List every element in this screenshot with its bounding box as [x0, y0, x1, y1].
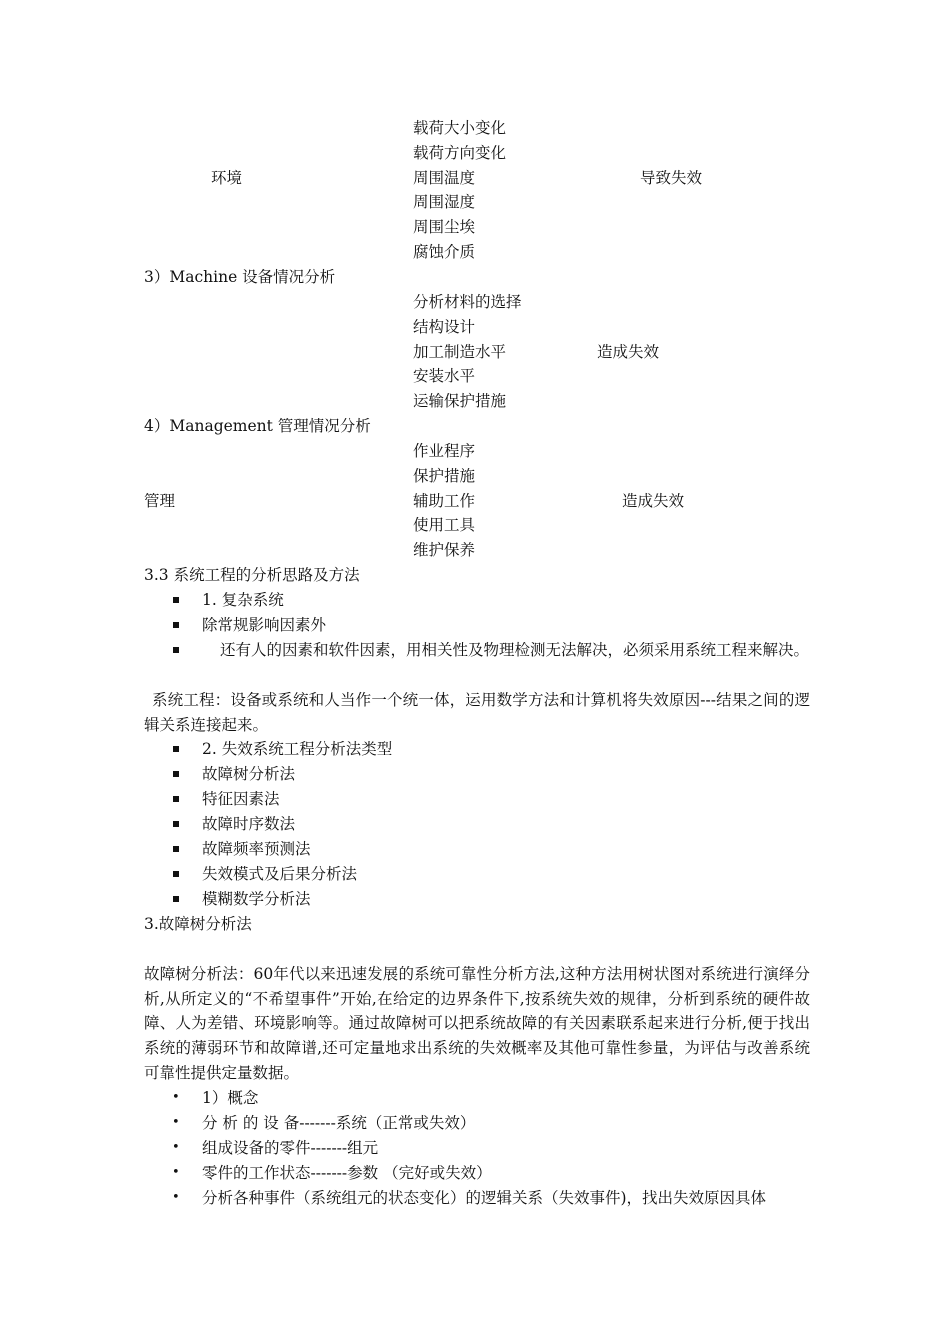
machine-item: 安装水平 [413, 367, 476, 385]
management-item: 保护措施 [413, 467, 476, 485]
square-bullet-icon [173, 821, 179, 827]
square-bullet-icon [173, 746, 179, 752]
round-bullet-icon: • [172, 1190, 180, 1205]
management-item: 使用工具 [413, 516, 476, 534]
machine-item: 运输保护措施 [413, 392, 507, 410]
env-result: 导致失效 [640, 169, 703, 187]
list-item: 1）概念 [202, 1089, 259, 1107]
list-item: 还有人的因素和软件因素，用相关性及物理检测无法解决，必须采用系统工程来解决。 [220, 641, 810, 659]
square-bullet-icon [173, 597, 179, 603]
env-item: 载荷大小变化 [413, 119, 507, 137]
list-item: 分析各种事件（系统组元的状态变化）的逻辑关系（失效事件)，找出失效原因具体 [202, 1189, 767, 1207]
list-item: 零件的工作状态-------参数 （完好或失效） [202, 1164, 492, 1182]
list-item: 失效模式及后果分析法 [202, 865, 358, 883]
list-item: 分 析 的 设 备-------系统（正常或失效） [202, 1114, 476, 1132]
round-bullet-icon: • [172, 1115, 180, 1130]
square-bullet-icon [173, 796, 179, 802]
env-label: 环境 [211, 169, 243, 187]
list-item: 特征因素法 [202, 790, 280, 808]
paragraph: 故障树分析法：60年代以来迅速发展的系统可靠性分析方法,这种方法用树状图对系统进行演绎分析,从所定义的“不希望事件”开始,在给定的边界条件下,按系统失效的规律，分析到系统的硬件故障、人为差错、环境影响等。通过故障树可以把系统故障的有关因素联系起来进行分析,便于找出系统的薄弱环节和故障谱,还可定量地求出系统的失效概率及其他可靠性参量，为评估与改善系统可靠性提供定量数据。 [144, 965, 810, 1082]
square-bullet-icon [173, 846, 179, 852]
env-item: 腐蚀介质 [413, 243, 476, 261]
management-item: 辅助工作 [413, 492, 476, 510]
machine-heading: 3）Machine 设备情况分析 [144, 268, 336, 286]
square-bullet-icon [173, 647, 179, 653]
env-item: 周围温度 [413, 169, 476, 187]
machine-item: 分析材料的选择 [413, 293, 522, 311]
machine-item: 结构设计 [413, 318, 476, 336]
square-bullet-icon [173, 771, 179, 777]
env-item: 载荷方向变化 [413, 144, 507, 162]
machine-result: 造成失效 [597, 343, 660, 361]
round-bullet-icon: • [172, 1140, 180, 1155]
paragraph: 系统工程：设备或系统和人当作一个统一体，运用数学方法和计算机将失效原因---结果之间的逻辑关系连接起来。 [144, 691, 810, 734]
square-bullet-icon [173, 871, 179, 877]
management-heading: 4）Management 管理情况分析 [144, 417, 371, 435]
management-result: 造成失效 [622, 492, 685, 510]
square-bullet-icon [173, 896, 179, 902]
list-item: 1. 复杂系统 [202, 591, 284, 609]
list-item: 故障时序数法 [202, 815, 296, 833]
list-item: 除常规影响因素外 [202, 616, 327, 634]
round-bullet-icon: • [172, 1165, 180, 1180]
env-item: 周围尘埃 [413, 218, 476, 236]
list-item: 组成设备的零件-------组元 [202, 1139, 379, 1157]
round-bullet-icon: • [172, 1090, 180, 1105]
section-heading: 3.3 系统工程的分析思路及方法 [144, 566, 360, 584]
env-item: 周围湿度 [413, 193, 476, 211]
list-item: 故障树分析法 [202, 765, 296, 783]
management-item: 维护保养 [413, 541, 476, 559]
section-heading: 3.故障树分析法 [144, 915, 252, 933]
list-item: 模糊数学分析法 [202, 890, 311, 908]
machine-item: 加工制造水平 [413, 343, 507, 361]
list-item: 2. 失效系统工程分析法类型 [202, 740, 393, 758]
management-item: 作业程序 [413, 442, 476, 460]
list-item: 故障频率预测法 [202, 840, 311, 858]
square-bullet-icon [173, 622, 179, 628]
management-label: 管理 [144, 492, 176, 510]
